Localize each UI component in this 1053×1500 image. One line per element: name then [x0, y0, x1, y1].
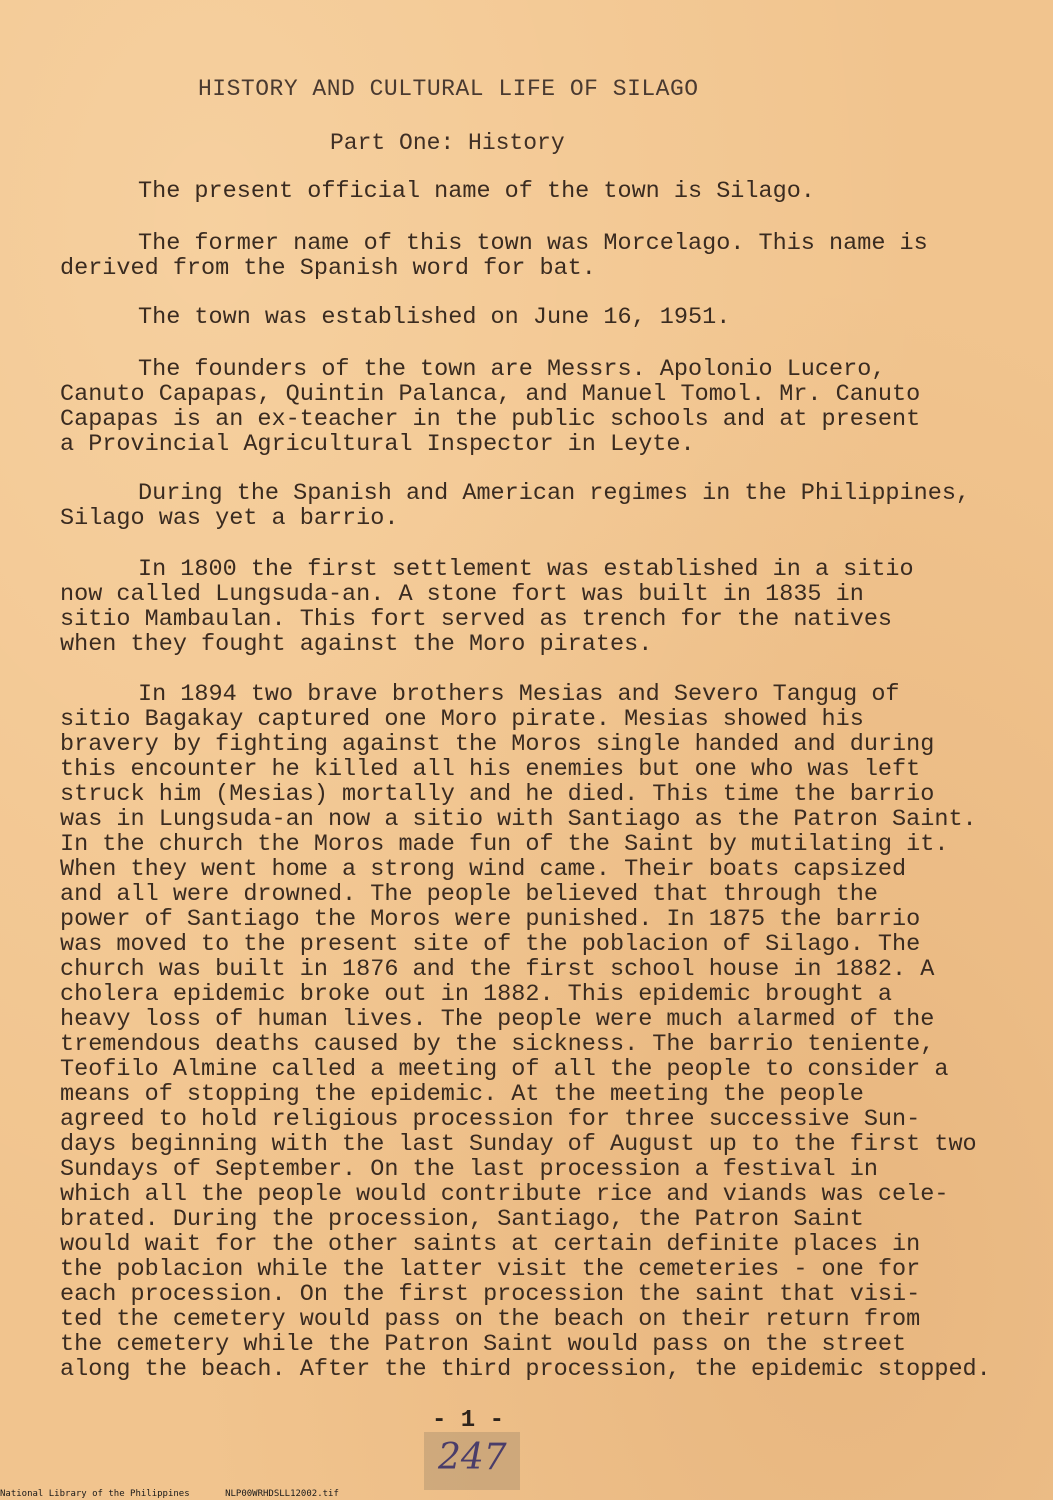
paragraph-established	[60, 305, 1020, 330]
text-line: a Provincial Agricultural Inspector in Leyte.	[60, 431, 695, 458]
footer-source: National Library of the Philippines	[0, 1489, 190, 1499]
text-line: heavy loss of human lives. The people were much alarmed of the	[60, 1006, 935, 1033]
text-line: In 1894 two brave brothers Mesias and Severo Tangug of	[138, 681, 900, 708]
text-line: power of Santiago the Moros were punished. In 1875 the barrio	[60, 906, 921, 933]
text-line: Capapas is an ex-teacher in the public schools and at present	[60, 406, 921, 433]
page-number: - 1 -	[432, 1407, 505, 1434]
text-line: now called Lungsuda-an. A stone fort was built in 1835 in	[60, 581, 864, 608]
text-line: The former name of this town was Morcelago. This name is	[138, 230, 928, 257]
text-line: Sundays of September. On the last procession a festival in	[60, 1156, 878, 1183]
text-line: the poblacion while the latter visit the cemeteries - one for	[60, 1256, 921, 1283]
text-line: each procession. On the first procession the saint that visi-	[60, 1281, 921, 1308]
archive-footer	[0, 1489, 339, 1499]
paragraph-official-name	[60, 179, 1020, 204]
paragraph-1894-history	[60, 682, 1020, 1382]
text-line: sitio Bagakay captured one Moro pirate. Mesias showed his	[60, 706, 864, 733]
paragraph-founders	[60, 357, 1020, 457]
text-line: was in Lungsuda-an now a sitio with Santiago as the Patron Saint.	[60, 806, 977, 833]
text-line: agreed to hold religious procession for three successive Sun-	[60, 1106, 921, 1133]
text-line: and all were drowned. The people believed that through the	[60, 881, 878, 908]
text-line: Teofilo Almine called a meeting of all the people to consider a	[60, 1056, 949, 1083]
handwritten-page-number: 247	[438, 1437, 507, 1478]
footer-file-id: NLP00WRHDSLL12002.tif	[225, 1489, 339, 1499]
text-line: In 1800 the first settlement was established in a sitio	[138, 556, 914, 583]
text-line: this encounter he killed all his enemies but one who was left	[60, 756, 921, 783]
document-subtitle: Part One: History	[330, 130, 565, 156]
text-line: In the church the Moros made fun of the Saint by mutilating it.	[60, 831, 949, 858]
text-line: Silago was yet a barrio.	[60, 505, 399, 532]
text-line: ted the cemetery would pass on the beach on their return from	[60, 1306, 921, 1333]
text-line: derived from the Spanish word for bat.	[60, 255, 596, 282]
text-line: would wait for the other saints at certain definite places in	[60, 1231, 921, 1258]
text-line: brated. During the procession, Santiago, the Patron Saint	[60, 1206, 864, 1233]
text-line: The founders of the town are Messrs. Apolonio Lucero,	[138, 356, 886, 383]
text-line: days beginning with the last Sunday of August up to the first two	[60, 1131, 977, 1158]
text-line: tremendous deaths caused by the sickness. The barrio teniente,	[60, 1031, 935, 1058]
text-line: along the beach. After the third procession, the epidemic stopped.	[60, 1356, 991, 1383]
text-line: bravery by fighting against the Moros single handed and during	[60, 731, 935, 758]
text-line: was moved to the present site of the poblacion of Silago. The	[60, 931, 921, 958]
text-line: sitio Mambaulan. This fort served as trench for the natives	[60, 606, 893, 633]
paragraph-regimes	[60, 481, 1020, 531]
text-line: which all the people would contribute rice and viands was cele-	[60, 1181, 949, 1208]
document-title: HISTORY AND CULTURAL LIFE OF SILAGO	[198, 76, 699, 102]
text-line: When they went home a strong wind came. Their boats capsized	[60, 856, 907, 883]
text-line: The present official name of the town is Silago.	[138, 178, 815, 205]
text-line: struck him (Mesias) mortally and he died. This time the barrio	[60, 781, 935, 808]
text-line: The town was established on June 16, 1951.	[138, 304, 731, 331]
paragraph-former-name	[60, 231, 1020, 281]
text-line: the cemetery while the Patron Saint would pass on the street	[60, 1331, 907, 1358]
text-line: means of stopping the epidemic. At the meeting the people	[60, 1081, 864, 1108]
text-line: cholera epidemic broke out in 1882. This epidemic brought a	[60, 981, 893, 1008]
text-line: when they fought against the Moro pirates.	[60, 631, 653, 658]
text-line: During the Spanish and American regimes in the Philippines,	[138, 480, 971, 507]
text-line: church was built in 1876 and the first school house in 1882. A	[60, 956, 935, 983]
paragraph-first-settlement	[60, 557, 1020, 657]
text-line: Canuto Capapas, Quintin Palanca, and Manuel Tomol. Mr. Canuto	[60, 381, 921, 408]
